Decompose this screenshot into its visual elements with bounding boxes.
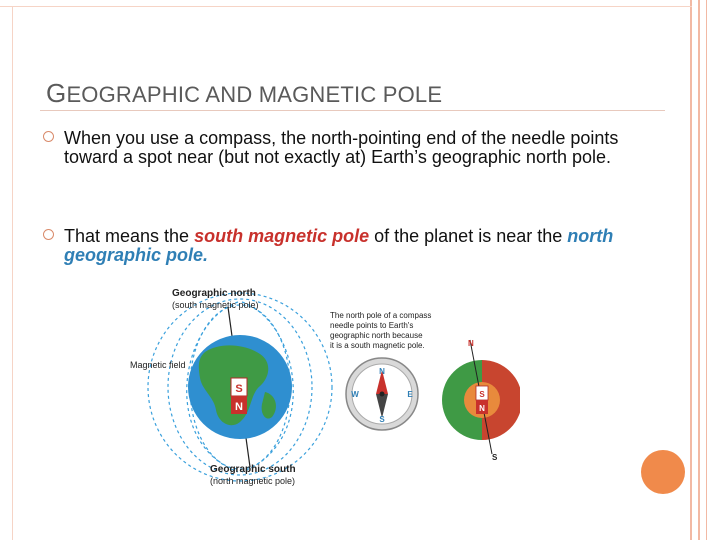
frame-line-left [12, 6, 13, 540]
bullet-2 [43, 227, 643, 267]
earth2-bar-s-label: S [479, 390, 485, 399]
caption-line-4: it is a south magnetic pole. [330, 341, 425, 350]
bullet-2-pre: That means the [64, 226, 195, 246]
caption-line-1: The north pole of a compass [330, 311, 432, 320]
title-cap: G [46, 78, 67, 108]
compass-e-label: E [407, 390, 413, 399]
bar-magnet-n-label: N [235, 401, 243, 413]
bullet-1 [43, 129, 643, 189]
title-rest: EOGRAPHIC AND MAGNETIC POLE [66, 82, 443, 107]
compass-n-label: N [379, 367, 385, 376]
geo-north-sub-label: (south magnetic pole) [172, 300, 259, 310]
bullet-marker-icon [43, 229, 54, 240]
decorative-orange-dot [641, 450, 685, 494]
frame-line-right-3 [706, 0, 707, 540]
geo-south-label: Geographic south [210, 464, 296, 475]
bullet-marker-icon [43, 131, 54, 142]
frame-line-right-2 [698, 0, 700, 540]
bullet-2-blue: north geographic pole. [64, 226, 614, 265]
magnetic-field-label: Magnetic field [130, 360, 186, 370]
geo-south-sub-label: (north magnetic pole) [210, 476, 296, 486]
caption-line-2: needle points to Earth's [330, 321, 414, 330]
caption-line-3: geographic north because [330, 331, 423, 340]
title-divider [40, 110, 665, 111]
earth2-bar-n-label: N [479, 404, 485, 413]
bullet-2-text [64, 227, 644, 265]
earth2-n-label: N [468, 339, 474, 348]
bar-magnet-s-label: S [235, 383, 243, 395]
bullet-2-red: south magnetic pole [194, 226, 370, 246]
bullet-1-text: When you use a compass, the north-pointing end of the needle points toward a spot near (but not exactly at) Earth’s geographic north pole. [64, 128, 619, 167]
earth-magnetism-illustration [120, 282, 520, 492]
earth2-s-label: S [492, 453, 498, 462]
geo-north-label: Geographic north [172, 288, 256, 299]
frame-line-right-1 [690, 0, 692, 540]
bullet-2-mid: of the planet is near the [369, 226, 568, 246]
frame-line-top [0, 6, 692, 7]
compass-s-label: S [379, 415, 385, 424]
slide-title [46, 78, 442, 109]
compass-w-label: W [351, 390, 359, 399]
